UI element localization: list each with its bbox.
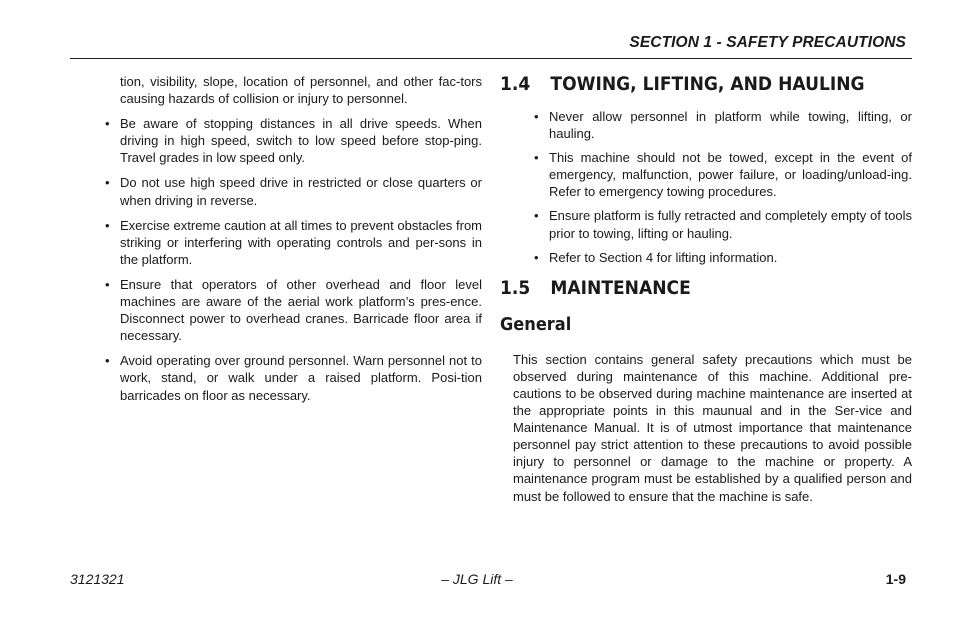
- bullet-glyph: •: [105, 175, 110, 191]
- left-bullet-list: [105, 115, 482, 403]
- bullet-glyph: •: [534, 150, 539, 166]
- general-subheading: General: [500, 313, 572, 335]
- bullet-glyph: •: [105, 217, 110, 233]
- list-item: [534, 149, 912, 200]
- bullet-glyph: •: [534, 208, 539, 224]
- bullet-glyph: •: [534, 249, 539, 265]
- towing-heading: [500, 70, 871, 98]
- list-item: [105, 217, 482, 268]
- list-item: [105, 276, 482, 344]
- list-item-text: Never allow personnel in platform while towing, lifting, or hauling.: [549, 109, 912, 142]
- list-item: [534, 249, 912, 266]
- list-item: [105, 352, 482, 403]
- list-item: [105, 115, 482, 166]
- towing-bullet-list: [534, 108, 912, 266]
- list-item-text: Ensure that operators of other overhead and floor level machines are aware of the aerial work platform’s pres-ence. Disconnect power to overhead cranes. Barricade floor area if necessary.: [120, 276, 482, 344]
- maintenance-body-text: This section contains general safety precautions which must be observed during maintenance of this machine. Additional pre-cautions to be observed during machine maintenance are inserted at the appropriate points in this maunual and in the Ser-vice and Maintenance Manual. It is of utmost importance that maintenance personnel pay strict attention to these precautions to avoid possible injury to personnel or damage to the machine or property. A maintenance program must be established by a qualified person and must be followed to ensure that the machine is safe.: [513, 351, 912, 504]
- bullet-glyph: •: [105, 353, 110, 369]
- header-rule: [70, 58, 912, 59]
- list-item-text: Avoid operating over ground personnel. Warn personnel not to work, stand, or walk under a raised platform. Posi-tion barricades on floor as necessary.: [120, 353, 482, 403]
- bullet-glyph: •: [105, 276, 110, 292]
- page-number: 1-9: [885, 571, 906, 587]
- list-item-text: Be aware of stopping distances in all drive speeds. When driving in high speed, switch to low speed before stop-ping. Travel grades in low speed only.: [120, 116, 482, 166]
- list-item-text: Exercise extreme caution at all times to prevent obstacles from striking or interfering with operating controls and per-sons in the platform.: [120, 217, 482, 267]
- footer-brand: – JLG Lift –: [441, 571, 513, 587]
- right-column: [500, 70, 912, 505]
- list-item-text: Do not use high speed drive in restricted or close quarters or when driving in reverse.: [120, 175, 482, 208]
- list-item-text: This machine should not be towed, except in the event of emergency, malfunction, power failure, or loading/unload-ing. Refer to emergency towing procedures.: [549, 150, 912, 200]
- towing-section-title: TOWING, LIFTING, AND HAULING: [550, 73, 865, 95]
- list-item-text: Refer to Section 4 for lifting information.: [549, 249, 778, 265]
- bullet-glyph: •: [534, 109, 539, 124]
- section-title: SECTION 1 - SAFETY PRECAUTIONS: [629, 34, 906, 51]
- maintenance-section-number: 1.5: [500, 276, 531, 299]
- left-column: [70, 73, 482, 412]
- list-item-text: Ensure platform is fully retracted and completely empty of tools prior to towing, lifting or hauling.: [549, 208, 912, 241]
- towing-section-number: 1.4: [500, 73, 531, 95]
- document-number: 3121321: [70, 571, 125, 587]
- list-item: [534, 207, 912, 241]
- list-item: [534, 108, 912, 142]
- continuation-text: tion, visibility, slope, location of personnel, and other fac-tors causing hazards of collision or injury to personnel.: [120, 74, 482, 107]
- list-item: [105, 174, 482, 208]
- bullet-glyph: •: [105, 116, 110, 132]
- maintenance-section-title: MAINTENANCE: [550, 276, 691, 299]
- maintenance-heading: [500, 274, 871, 302]
